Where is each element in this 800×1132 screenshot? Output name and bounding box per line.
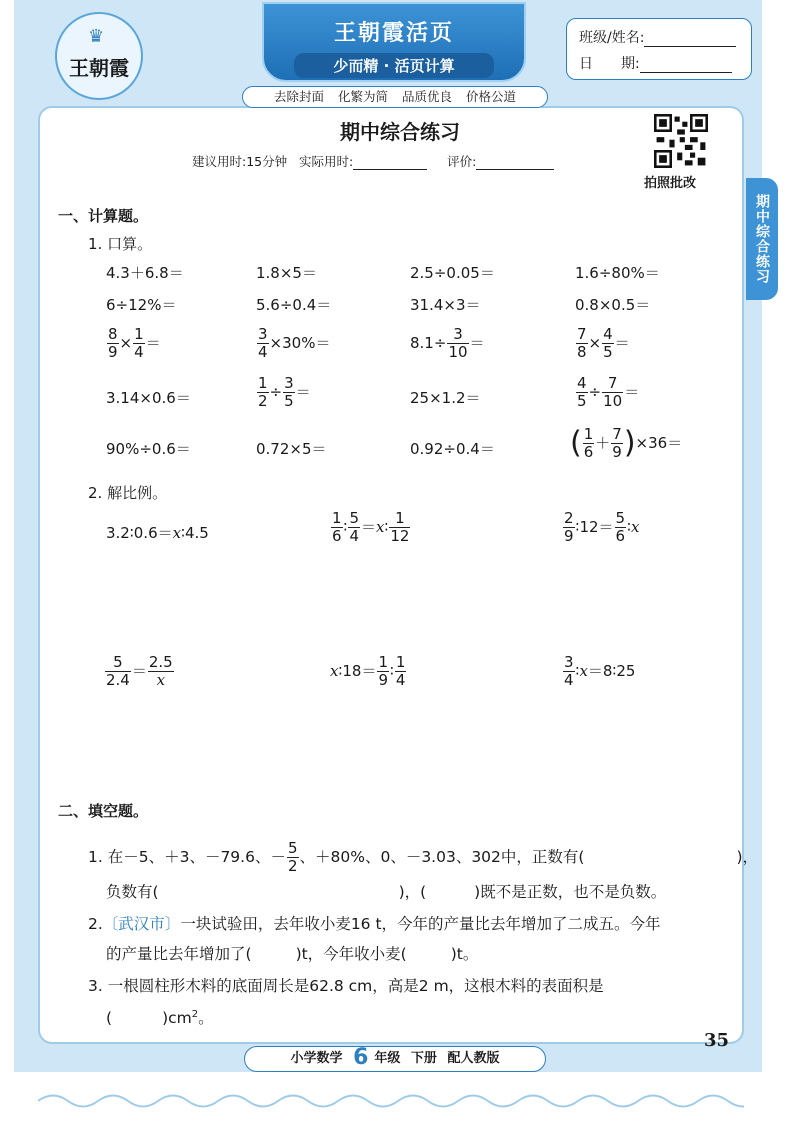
proportion-expression: $\frac{5}{2.4}$ ＝ $\frac{2.5}{x}$ (106, 653, 173, 689)
slogan-3: 品质优良 (401, 89, 452, 104)
mental-item: 4.3＋6.8＝ (106, 264, 184, 282)
fill-question-3-line2: ( )$cm^2$。 (106, 1008, 214, 1027)
logo-text: 王朝霞 (69, 56, 129, 80)
publisher-logo (55, 12, 143, 100)
mental-item: 0.8×0.5＝ (575, 296, 651, 314)
fraction-expression: $\frac{8}{9}$ × $\frac{1}{4}$ ＝ (108, 325, 161, 361)
fill-question-1: 1. 在－5、＋3、－79.6、－ $\frac{5}{2}$ 、＋80%、0、－3.03、302中，正数有( )， (88, 839, 759, 875)
fill-question-1-line2: 负数有( )，( )既不是正数，也不是负数。 (106, 883, 667, 901)
page-number: 35 (704, 1030, 730, 1051)
mental-item: 31.4×3＝ (410, 296, 481, 314)
mental-item: 3.14×0.6＝ (106, 389, 191, 407)
date-field[interactable] (640, 58, 732, 73)
student-info-box (566, 18, 752, 80)
banner-title: 王朝霞活页 (333, 21, 454, 46)
date-label: 日 期: (579, 56, 640, 72)
fill-question-2-line2: 的产量比去年增加了( )t，今年收小麦( )t。 (106, 945, 479, 963)
fraction-expression: $\frac{4}{5}$ ÷ $\frac{7}{10}$ ＝ (577, 374, 640, 410)
fraction-expression: $\frac{7}{8}$ × $\frac{4}{5}$ ＝ (577, 325, 630, 361)
q1-label: 1. 口算。 (88, 235, 153, 253)
side-tab: 期中综合练习 (746, 178, 778, 300)
qr-code-icon[interactable] (654, 114, 708, 168)
region-tag: 〔武汉市〕 (102, 915, 181, 933)
footer-edition: 配人教版 (447, 1051, 500, 1066)
mental-item: 1.6÷80%＝ (575, 264, 660, 282)
header-banner (262, 2, 526, 82)
slogan-4: 价格公道 (465, 89, 516, 104)
class-name-label: 班级/姓名: (579, 30, 645, 46)
fraction-expression: $\frac{3}{4}$ ×30%＝ (258, 325, 331, 361)
mental-item: 5.6÷0.4＝ (256, 296, 332, 314)
mental-item: 25×1.2＝ (410, 389, 481, 407)
suggested-time: 建议用时:15分钟 (192, 154, 288, 169)
slogan-1: 去除封面 (273, 89, 324, 104)
fraction-expression: 8.1÷ $\frac{3}{10}$ ＝ (410, 325, 485, 361)
mental-item: 6÷12%＝ (106, 296, 177, 314)
fill-question-2: 2.〔武汉市〕一块试验田，去年收小麦16 t，今年的产量比去年增加了二成五。今年 (88, 915, 661, 933)
section1-heading: 一、计算题。 (58, 207, 149, 225)
footer-subject: 小学数学 (290, 1051, 343, 1066)
rating-field[interactable] (476, 157, 554, 170)
q2-label: 2. 解比例。 (88, 484, 168, 502)
rating-label: 评价: (447, 154, 477, 169)
mental-item: 2.5÷0.05＝ (410, 264, 495, 282)
mental-item: 1.8×5＝ (256, 264, 317, 282)
actual-time-field[interactable] (353, 157, 427, 170)
mental-item: 0.72×5＝ (256, 440, 327, 458)
fraction-expression: $\frac{1}{2}$ ÷ $\frac{3}{5}$ ＝ (258, 374, 311, 410)
proportion-expression: $\frac{2}{9}$ ∶12＝ $\frac{5}{6}$ ∶x (564, 509, 640, 545)
qr-label: 拍照批改 (644, 176, 697, 191)
class-name-field[interactable] (644, 32, 736, 47)
proportion-expression: $\frac{3}{4}$ ∶x＝8∶25 (564, 653, 636, 689)
fill-question-3: 3. 一根圆柱形木料的底面周长是62.8 cm，高是2 m，这根木料的表面积是 (88, 977, 604, 995)
slogan-2: 化繁为简 (337, 89, 388, 104)
fraction-expression: ( $\frac{1}{6}$ ＋ $\frac{7}{9}$ )×36＝ (570, 425, 683, 461)
footer-grade-number: 6 (353, 1045, 369, 1070)
decorative-wave-border (38, 1090, 744, 1112)
page-title: 期中综合练习 (340, 120, 460, 144)
footer-term: 下册 (410, 1051, 437, 1066)
section2-heading: 二、填空题。 (58, 802, 149, 820)
proportion-expression: 3.2∶0.6＝x∶4.5 (106, 524, 209, 542)
banner-subtitle: 少而精 · 活页计算 (294, 53, 494, 78)
footer-grade-label: 年级 (374, 1051, 401, 1066)
time-rating-line (192, 152, 554, 170)
mental-item: 0.92÷0.4＝ (410, 440, 495, 458)
footer-bar (244, 1046, 546, 1072)
mental-item: 90%÷0.6＝ (106, 440, 191, 458)
crown-icon: ♛ (88, 26, 105, 47)
proportion-expression: x∶18＝ $\frac{1}{9}$ ∶ $\frac{1}{4}$ (330, 653, 406, 689)
proportion-expression: $\frac{1}{6}$ ∶ $\frac{5}{4}$ ＝x∶ $\frac{1}{12}$ (332, 509, 410, 545)
actual-time-label: 实际用时: (299, 154, 354, 169)
slogan-bar (242, 86, 548, 108)
